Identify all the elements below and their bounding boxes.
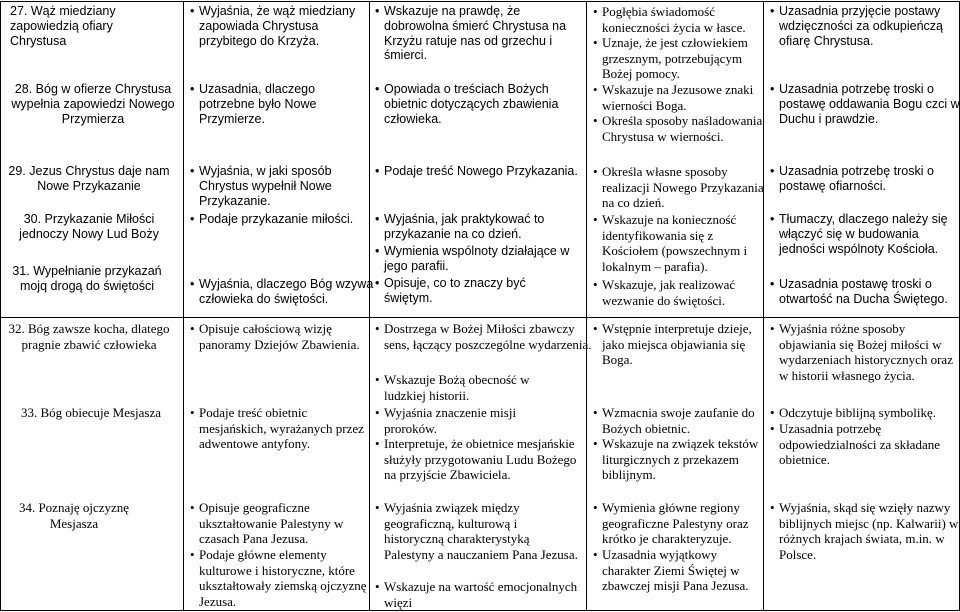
goal-item: • Podaje główne elementy kulturowe i historyczne, które ukształtowały ziemską ojczyznę Jezusa. <box>190 547 374 609</box>
column-divider <box>183 1 184 611</box>
topic-item: 31. Wypełnianie przykazań mojq drogą do świętości <box>12 264 162 293</box>
goal-item: • Wyjaśnia, w jaki sposób Chrystus wypełnił Nowe Przykazanie. <box>190 164 359 208</box>
goal-item: • Odczytuje biblijną symbolikę. <box>770 405 960 421</box>
goal-item: • Wskazuje Bożą obecność w ludzkiej historii. <box>375 372 574 403</box>
goal-item: • Wyjaśnia, że wąż miedziany zapowiada Chrystusa przybitego do Krzyża. <box>190 4 359 48</box>
goal-item: • Wskazuje na Jezusowe znaki wierności Boga. <box>593 82 770 113</box>
goal-item: • Określa własne sposoby realizacji Nowego Przykazania na co dzień. <box>593 164 767 211</box>
goal-item: • Wyjaśnia, jak praktykować to przykazanie na co dzień. <box>375 212 574 242</box>
table-border-top <box>0 1 960 2</box>
topic-item: 29. Jezus Chrystus daje nam Nowe Przykazanie <box>8 164 170 193</box>
goal-item: • Podaje treść obietnic mesjańskich, wyrażanych przez adwentowe antyfony. <box>190 405 371 452</box>
goal-item: • Wskazuje na wartość emocjonalnych więzi <box>375 579 579 610</box>
goal-item: • Wyjaśnia różne sposoby objawiania się Bożej miłości w wydarzeniach historycznych oraz w historii własnego życia. <box>770 321 960 383</box>
goal-item: • Uzasadnia, dlaczego potrzebne było Nowe Przymierze. <box>190 82 359 126</box>
topic-item: 32. Bóg zawsze kocha, dlatego pragnie zbawić człowieka <box>8 321 170 352</box>
goal-item: • Wstępnie interpretuje dzieje, jako miejsca objawiania się Boga. <box>593 321 770 368</box>
goal-item: • Wyjaśnia znaczenie misji proroków. <box>375 405 559 436</box>
topic-item: 30. Przykazanie Miłości jednoczy Nowy Lud Boży <box>19 212 159 241</box>
goal-item: • Opisuje całościową wizję panoramy Dziejów Zbawienia. <box>190 321 371 352</box>
topic-item: 27. Wąż miedziany zapowiedzią ofiary Chrystusa <box>10 4 116 48</box>
goal-item: • Wskazuje na konieczność identyfikowania się z Kościołem (powszechnym i lokalnym – parafia). <box>593 212 767 274</box>
goal-item: • Opowiada o treściach Bożych obietnic dotyczących zbawienia człowieka. <box>375 82 562 126</box>
goal-item: • Wyjaśnia, skąd się wzięły nazwy biblijnych miejsc (np. Kalwarii) w różnych krajach świata, m.in. w Polsce. <box>770 500 960 562</box>
goal-item: • Wskazuje na związek tekstów liturgicznych z przekazem biblijnym. <box>593 436 767 483</box>
goal-item: • Wzmacnia swoje zaufanie do Bożych obietnic. <box>593 405 767 436</box>
goal-item: • Uzasadnia potrzebę odpowiedzialności za składane obietnice. <box>770 421 960 468</box>
goal-item: • Uzasadnia potrzebę troski o postawę oddawania Bogu czci w Duchu i prawdzie. <box>770 82 960 126</box>
row-divider <box>0 317 960 318</box>
goal-item: • Podaje przykazanie miłości. <box>190 212 374 227</box>
goal-item: • Uzasadnia postawę troski o otwartość na Ducha Świętego. <box>770 277 960 307</box>
goal-item: • Interpretuje, że obietnice mesjańskie służyły przygotowaniu Ludu Bożego na przyjście Zbawiciela. <box>375 436 579 483</box>
topic-item: 33. Bóg obiecuje Mesjasza <box>20 405 162 420</box>
topic-item: 34. Poznaję ojczyznę Mesjasza <box>18 500 130 531</box>
goal-item: • Wskazuje na prawdę, że dobrowolna śmierć Chrystusa na Krzyżu ratuje nas od grzechu i śmierci. <box>375 4 574 63</box>
goal-item: • Wyjaśnia związek między geograficzną, kulturową i historyczną charakterystyką Palestyny a nauczaniem Pana Jezusa. <box>375 500 579 562</box>
table-border-bottom <box>0 610 960 611</box>
goal-item: • Tłumaczy, dlaczego należy się włączyć się w budowania jedności wspólnoty Kościoła. <box>770 212 960 256</box>
goal-item: • Określa sposoby naśladowania Chrystusa w wierności. <box>593 113 767 144</box>
goal-item: • Wymienia główne regiony geograficzne Palestyny oraz krótko je charakteryzuje. <box>593 500 767 547</box>
goal-item: • Pogłębia świadomość konieczności życia w łasce. <box>593 4 767 35</box>
goal-item: • Uzasadnia wyjątkowy charakter Ziemi Świętej w zbawczej misji Pana Jezusa. <box>593 547 767 594</box>
goal-item: • Opisuje, co to znaczy być świętym. <box>375 276 559 306</box>
topic-item: 28. Bóg w ofierze Chrystusa wypełnia zapowiedzi Nowego Przymierza <box>11 82 175 126</box>
goal-item: • Wyjaśnia, dlaczego Bóg wzywa człowieka do świętości. <box>190 277 377 307</box>
goal-item: • Wymienia wspólnoty działające w jego parafii. <box>375 244 592 274</box>
goal-item: • Uzasadnia przyjęcie postawy wdzięczności za odkupieńczą ofiarę Chrystusa. <box>770 4 960 48</box>
goal-item: • Podaje treść Nowego Przykazania. <box>375 164 592 179</box>
goal-item: • Dostrzega w Bożej Miłości zbawczy sens, łączący poszczególne wydarzenia. <box>375 321 592 352</box>
goal-item: • Uznaje, że jest człowiekiem grzesznym, potrzebującym Bożej pomocy. <box>593 35 767 82</box>
goal-item: • Wskazuje, jak realizować wezwanie do świętości. <box>593 277 770 308</box>
table-border-left <box>0 1 1 611</box>
goal-item: • Opisuje geograficzne ukształtowanie Palestyny w czasach Pana Jezusa. <box>190 500 371 547</box>
column-divider <box>586 1 587 611</box>
goal-item: • Uzasadnia potrzebę troski o postawę ofiarności. <box>770 164 960 194</box>
